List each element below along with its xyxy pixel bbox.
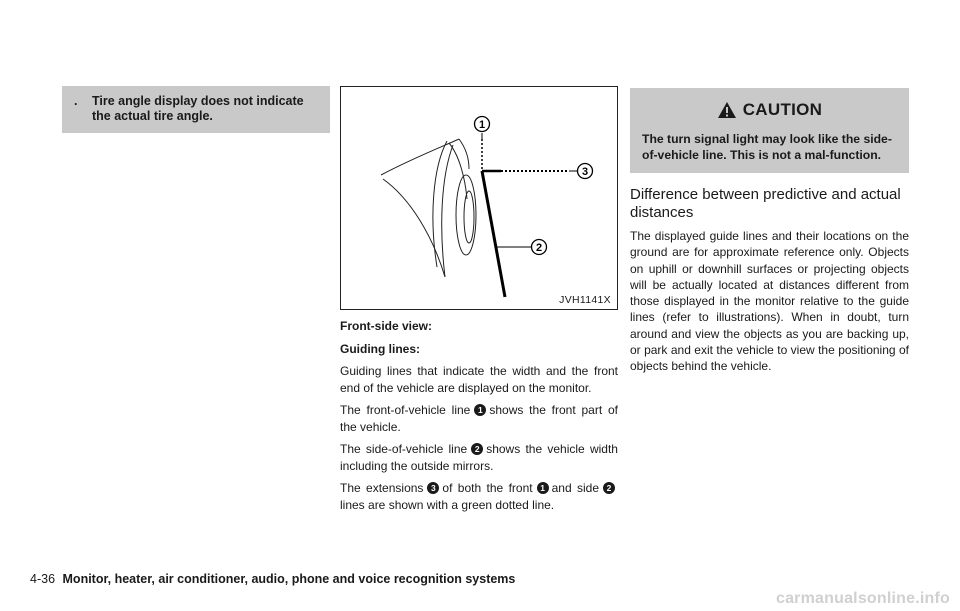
section-title: Difference between predictive and actual distances bbox=[630, 186, 901, 221]
figure-code: JVH1141X bbox=[559, 294, 611, 306]
guiding-lines-text bbox=[340, 318, 618, 519]
front-side-view-figure bbox=[340, 86, 618, 310]
callout-1-label: 1 bbox=[478, 119, 486, 131]
front-line-paragraph bbox=[340, 402, 618, 435]
note-text: Tire angle display does not indicate the actual tire angle. bbox=[92, 94, 304, 123]
callout-2-badge: 2 bbox=[471, 443, 483, 455]
text-span: and side bbox=[551, 481, 599, 495]
guiding-lines-paragraph: Guiding lines that indicate the width and the front end of the vehicle are displayed on the monitor. bbox=[340, 364, 618, 395]
text-span: of both the front bbox=[442, 481, 533, 495]
text-span: shows the front part of the vehicle. bbox=[340, 403, 619, 434]
distance-paragraph: The displayed guide lines and their locations on the ground are for approximate reference only. Objects on uphill or downhill surfaces or projecting objects will be actually located at distances different from those displayed in the monitor relative to the guide lines (refer to illustrations). When in doubt, turn around and view the objects as you are backing up, or park and exit the vehicle to view the positioning of objects behind the vehicle. bbox=[630, 229, 909, 374]
caution-text: The turn signal light may look like the side-of-vehicle line. This is not a mal-function. bbox=[642, 132, 892, 162]
callout-2-label: 2 bbox=[535, 242, 543, 254]
warning-triangle-icon bbox=[717, 101, 737, 119]
text-span: lines are shown with a green dotted line. bbox=[340, 497, 555, 512]
page-number: 4-36 bbox=[30, 572, 56, 586]
callout-3-badge: 3 bbox=[427, 482, 439, 494]
caution-title: CAUTION bbox=[742, 100, 823, 119]
page-footer bbox=[30, 572, 515, 586]
vehicle-line-illustration bbox=[341, 87, 619, 311]
text-span: The side-of-vehicle line bbox=[340, 442, 468, 456]
tire-angle-note bbox=[62, 86, 330, 133]
callout-2-badge: 2 bbox=[603, 482, 615, 494]
callout-1-badge: 1 bbox=[474, 404, 486, 416]
guiding-lines-heading: Guiding lines: bbox=[340, 341, 420, 356]
text-span: The front-of-vehicle line bbox=[340, 403, 471, 417]
callout-1-badge: 1 bbox=[537, 482, 549, 494]
text-span: The extensions bbox=[340, 481, 424, 495]
side-line-paragraph bbox=[340, 441, 618, 474]
extensions-paragraph bbox=[340, 480, 618, 513]
bullet: . bbox=[74, 94, 78, 108]
watermark: carmanualsonline.info bbox=[775, 590, 950, 607]
caution-box bbox=[630, 88, 909, 173]
chapter-title: Monitor, heater, air conditioner, audio, phone and voice recognition systems bbox=[62, 572, 516, 586]
front-side-view-heading: Front-side view: bbox=[340, 319, 433, 333]
caution-header bbox=[642, 100, 897, 120]
note-column bbox=[62, 86, 330, 133]
callout-3-label: 3 bbox=[581, 166, 589, 178]
text-span: shows the vehicle width including the outside mirrors. bbox=[340, 442, 618, 473]
caution-column bbox=[630, 88, 909, 375]
